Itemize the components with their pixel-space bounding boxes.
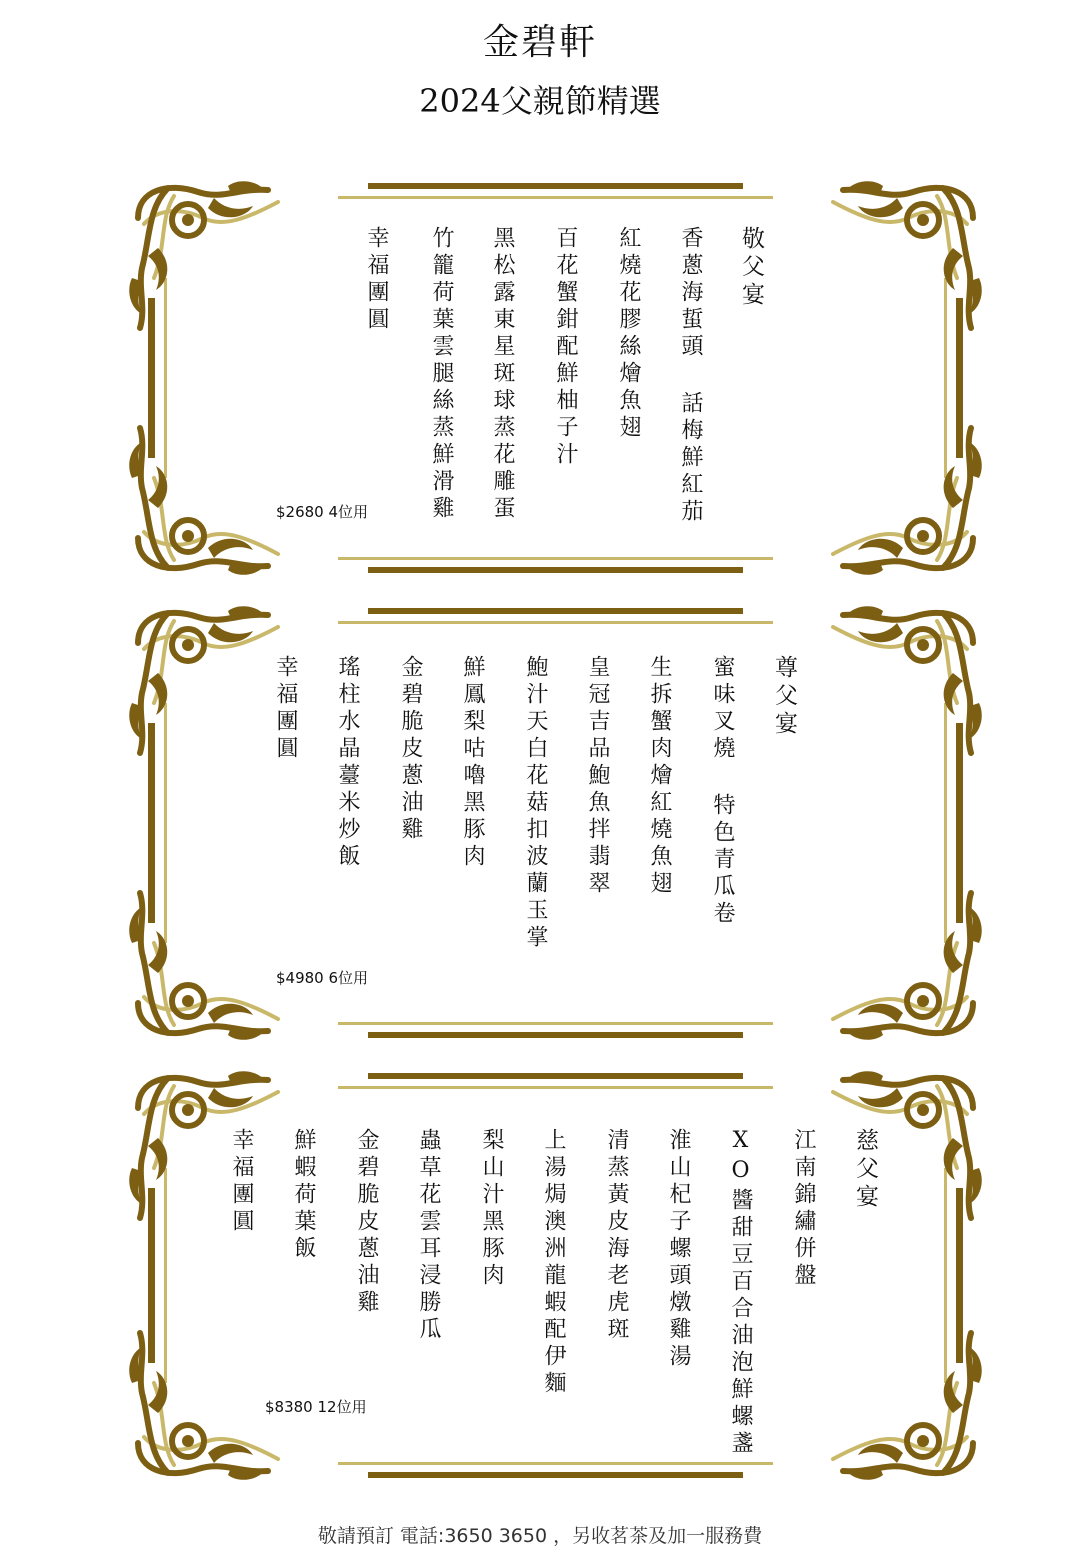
dish-item: 金碧脆皮蔥油雞	[398, 655, 423, 844]
dish-item: 幸福團圓	[273, 655, 298, 763]
dish-item: 幸福團圓	[364, 226, 389, 334]
menu-price: $2680 4位用	[276, 503, 369, 521]
dish-item: 蟲草花雲耳浸勝瓜	[416, 1128, 441, 1344]
dish-item: XO醬甜豆百合油泡鮮螺盞	[728, 1128, 753, 1458]
dish-item: 紅燒花膠絲燴魚翅	[616, 226, 641, 442]
dish-item: 幸福團圓	[229, 1128, 254, 1236]
dish-item: 竹籠荷葉雲腿絲蒸鮮滑雞	[429, 226, 454, 523]
restaurant-name: 金碧軒	[482, 22, 597, 63]
menu-title: 敬父宴	[738, 226, 764, 310]
menu-card-1	[128, 178, 983, 578]
dish-item: 江南錦繡併盤	[791, 1128, 816, 1290]
menu-card-3	[128, 1068, 983, 1483]
dish-item: 瑤柱水晶薹米炒飯	[335, 655, 360, 871]
dish-item: 黑松露東星斑球蒸花雕蛋	[490, 226, 515, 523]
dish-item: 淮山杞子螺頭燉雞湯	[666, 1128, 691, 1371]
page-subtitle: 2024父親節精選	[419, 82, 661, 120]
dish-item: 鮮鳳梨咕嚕黑豚肉	[460, 655, 485, 871]
dish-item: 上湯焗澳洲龍蝦配伊麵	[541, 1128, 566, 1398]
dish-item: 金碧脆皮蔥油雞	[354, 1128, 379, 1317]
dish-item: 鮮蝦荷葉飯	[291, 1128, 316, 1263]
menu-title: 慈父宴	[852, 1128, 878, 1212]
dish-item: 鮑汁天白花菇扣波蘭玉掌	[523, 655, 548, 952]
dish-item: 皇冠吉品鮑魚拌翡翠	[585, 655, 610, 898]
dish-item: 清蒸黃皮海老虎斑	[604, 1128, 629, 1344]
booking-note: 敬請預訂 電話:3650 3650 ，另收茗茶及加一服務費	[317, 1525, 763, 1547]
dish-item: 蜜味叉燒 特色青瓜卷	[710, 655, 735, 928]
menu-card-2	[128, 603, 983, 1043]
menu-price: $4980 6位用	[276, 969, 369, 987]
menu-price: $8380 12位用	[265, 1398, 367, 1416]
ornamental-frame	[128, 603, 983, 1043]
dish-item: 香蔥海蜇頭 話梅鮮紅茄	[678, 226, 703, 526]
menu-title: 尊父宴	[771, 655, 797, 739]
dish-item: 生拆蟹肉燴紅燒魚翅	[647, 655, 672, 898]
dish-item: 百花蟹鉗配鮮柚子汁	[553, 226, 578, 469]
dish-item: 梨山汁黑豚肉	[479, 1128, 504, 1290]
